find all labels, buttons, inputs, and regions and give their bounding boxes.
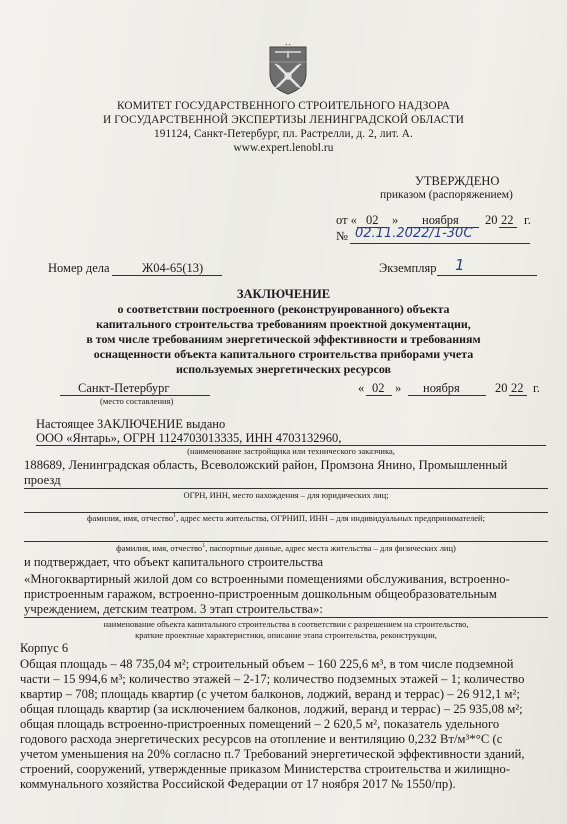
committee-website: www.expert.lenobl.ru: [233, 142, 334, 154]
approval-day: 02: [366, 213, 379, 227]
title-line2: капитального строительства требованиям проектной документации,: [96, 317, 471, 331]
title-line4: оснащенности объекта капитального строительства приборами учета: [93, 347, 474, 361]
developer-address-line2: проезд: [24, 473, 61, 487]
case-number-value: Ж04-65(13): [142, 261, 204, 275]
approval-year-unit: г.: [524, 213, 531, 227]
object-name-line2: пристроенным гаражом, встроенно-пристроенным дошкольным общеобразовательным: [24, 587, 497, 601]
date-month: ноября: [423, 381, 460, 395]
coat-of-arms-emblem: [266, 44, 310, 96]
details-line5: общая площадь встроенно-пристроенных помещений – 2 620,5 м², показатель удельного: [20, 717, 500, 731]
issued-intro: Настоящее ЗАКЛЮЧЕНИЕ выдано: [36, 417, 226, 431]
approval-month: ноября: [422, 213, 459, 227]
details-line8: строений, сооружений, утвержденные приказом Министерства строительства и жилищно-: [20, 762, 511, 776]
date-open-quote: «: [358, 381, 365, 395]
document-title: ЗАКЛЮЧЕНИЕ: [236, 287, 331, 301]
developer-company: ООО «Янтарь», ОГРН 1124703013335, ИНН 4703132960,: [36, 431, 342, 445]
details-line9: коммунального хозяйства Российской Федерации от 17 ноября 2017 № 1550/пр).: [20, 777, 456, 791]
details-line6: годового расхода энергетических ресурсов на отопление и вентиляцию 0,232 Вт/м³*°С (с: [20, 732, 503, 746]
title-line5: используемых энергетических ресурсов: [176, 362, 391, 376]
details-line3: квартир – 708; площадь квартир (с учетом балконов, лоджий, веранд и террас) – 26 912,1 м²;: [20, 687, 520, 701]
details-line7: учетом уменьшения на 20% согласно п.7 Требований энергетической эффективности зданий,: [20, 747, 525, 761]
developer-address-line1: 188689, Ленинградская область, Всеволожский район, Промзона Янино, Промышленный: [24, 458, 508, 472]
title-line3: в том числе требованиям энергетической эффективности и требованиям: [86, 332, 481, 346]
date-close-quote: »: [395, 381, 402, 395]
date-year-prefix: 20: [495, 381, 508, 395]
title-line1: о соответствии построенного (реконструированного) объекта: [117, 302, 450, 316]
details-line2: части – 15 994,6 м³; количество этажей – 2-17; количество подземных этажей – 1; количество: [20, 672, 525, 686]
object-name-line3: учреждением, детским театром. 3 этап строительства»:: [24, 602, 323, 616]
object-caption-line1: наименование объекта капитального строительства в соответствии с разрешением на строительство,: [103, 619, 469, 629]
approval-year-suffix: 22: [501, 213, 514, 227]
committee-name-line2: И ГОСУДАРСТВЕННОЙ ЭКСПЕРТИЗЫ ЛЕНИНГРАДСКОЙ ОБЛАСТИ: [103, 114, 464, 126]
place-caption: (место составления): [100, 396, 174, 406]
approval-year-prefix: 20: [485, 213, 498, 227]
details-line4: общая площадь квартир (за исключением балконов, лоджий, веранд и террас) – 25 935,08 м²;: [20, 702, 523, 716]
date-day: 02: [372, 381, 385, 395]
committee-address: 191124, Санкт-Петербург, пл. Растрелли, д. 2, лит. А.: [154, 128, 413, 140]
object-name-line1: «Многоквартирный жилой дом со встроенными помещениями обслуживания, встроенно-: [24, 572, 510, 586]
details-line1: Общая площадь – 48 735,04 м²; строительный объем – 160 225,6 м³, в том числе подземной: [20, 657, 514, 671]
approval-from-label: от «: [336, 213, 357, 227]
approval-number-label: №: [336, 229, 348, 243]
confirm-statement: и подтверждает, что объект капитального строительства: [24, 555, 324, 569]
date-year-suffix: 22: [511, 381, 524, 395]
approval-day-close: »: [392, 213, 399, 227]
individual-person-caption: фамилия, имя, отчество$^1$, паспортные данные, адрес места жительства – для физических лиц): [116, 543, 456, 553]
date-year-unit: г.: [533, 381, 540, 395]
building-korpus: Корпус 6: [20, 641, 69, 655]
copy-label: Экземпляр: [379, 261, 437, 275]
case-number-label: Номер дела: [48, 261, 110, 275]
approval-number-handwritten: 02.11.2022/1-30С: [355, 226, 473, 241]
individual-entrepreneur-caption: фамилия, имя, отчество$^1$, адрес места жительства, ОГРНИП, ИНН – для индивидуальных предпринимателей;: [87, 513, 485, 523]
approved-title: УТВЕРЖДЕНО: [415, 174, 500, 188]
legal-entity-caption: ОГРН, ИНН, место нахождения – для юридических лиц;: [183, 490, 389, 500]
place-city: Санкт-Петербург: [78, 381, 170, 395]
copy-number-handwritten: 1: [455, 256, 465, 274]
committee-name-line1: КОМИТЕТ ГОСУДАРСТВЕННОГО СТРОИТЕЛЬНОГО НАДЗОРА: [116, 100, 451, 112]
developer-caption: (наименование застройщика или технического заказчика,: [187, 446, 395, 456]
approved-subtitle: приказом (распоряжением): [380, 189, 513, 201]
object-caption-line2: краткие проектные характеристики, описание этапа строительства, реконструкции,: [135, 630, 437, 640]
